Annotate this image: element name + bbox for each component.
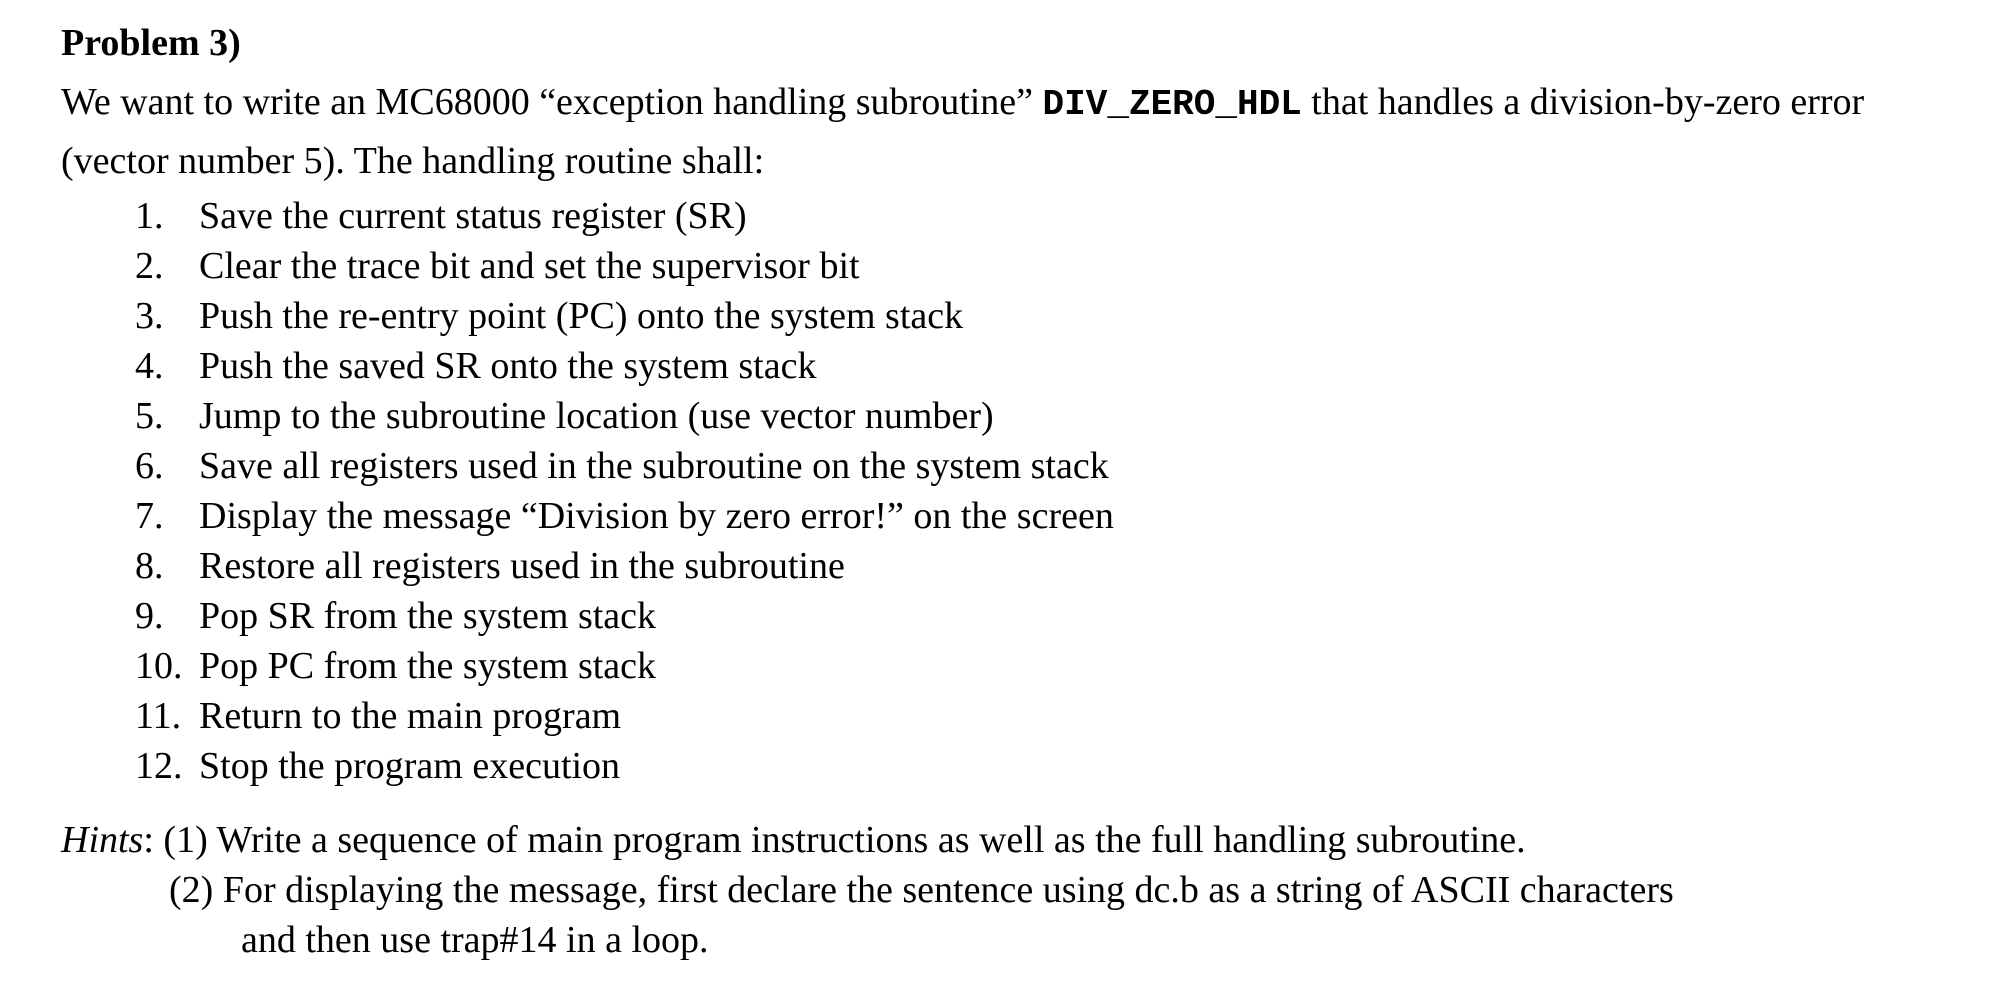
list-item xyxy=(135,291,1981,341)
hint-1-text: (1) Write a sequence of main program instructions as well as the full handling subroutine. xyxy=(163,819,1526,861)
step-text: Push the re-entry point (PC) onto the system stack xyxy=(199,295,964,337)
steps-list xyxy=(61,191,1981,791)
step-text: Save all registers used in the subroutine on the system stack xyxy=(199,445,1109,487)
step-text: Pop PC from the system stack xyxy=(199,645,657,687)
hint-1 xyxy=(61,815,1981,865)
list-item xyxy=(135,741,1981,791)
list-item xyxy=(135,591,1981,641)
hints-separator: : xyxy=(143,819,164,861)
step-text: Stop the program execution xyxy=(199,745,621,787)
intro-code-name: DIV_ZERO_HDL xyxy=(1042,84,1302,125)
list-item xyxy=(135,691,1981,741)
step-number: 12. xyxy=(135,745,183,787)
problem-title: Problem 3) xyxy=(61,22,241,64)
step-text: Return to the main program xyxy=(199,695,622,737)
hint-2 xyxy=(61,865,1981,965)
step-number: 2. xyxy=(135,245,164,287)
step-number: 11. xyxy=(135,695,182,737)
step-number: 10. xyxy=(135,645,183,687)
list-item xyxy=(135,441,1981,491)
problem-document xyxy=(61,18,1981,965)
step-text: Push the saved SR onto the system stack xyxy=(199,345,817,387)
step-text: Display the message “Division by zero error!” on the screen xyxy=(199,495,1114,537)
hints-label: Hints xyxy=(61,819,144,861)
list-item xyxy=(135,491,1981,541)
step-number: 7. xyxy=(135,495,164,537)
list-item xyxy=(135,391,1981,441)
step-text: Pop SR from the system stack xyxy=(199,595,657,637)
list-item xyxy=(135,641,1981,691)
hint-2-line-2: and then use trap#14 in a loop. xyxy=(241,919,709,961)
list-item xyxy=(135,191,1981,241)
hint-2-line-1: (2) For displaying the message, first declare the sentence using dc.b as a string of ASCII characters xyxy=(169,869,1674,911)
step-text: Save the current status register (SR) xyxy=(199,195,747,237)
step-text: Clear the trace bit and set the supervisor bit xyxy=(199,245,860,287)
intro-text-before: We want to write an MC68000 “exception handling subroutine” xyxy=(61,81,1043,123)
step-number: 3. xyxy=(135,295,164,337)
problem-intro xyxy=(61,74,1981,189)
list-item xyxy=(135,341,1981,391)
list-item xyxy=(135,541,1981,591)
step-number: 5. xyxy=(135,395,164,437)
hints-section xyxy=(61,815,1981,965)
intro-text-after: that handles a division-by-zero error (vector number 5). The handling routine shall: xyxy=(61,81,1865,182)
list-item xyxy=(135,241,1981,291)
step-number: 6. xyxy=(135,445,164,487)
step-number: 1. xyxy=(135,195,164,237)
step-number: 4. xyxy=(135,345,164,387)
step-text: Jump to the subroutine location (use vector number) xyxy=(199,395,994,437)
step-text: Restore all registers used in the subroutine xyxy=(199,545,845,587)
step-number: 8. xyxy=(135,545,164,587)
step-number: 9. xyxy=(135,595,164,637)
